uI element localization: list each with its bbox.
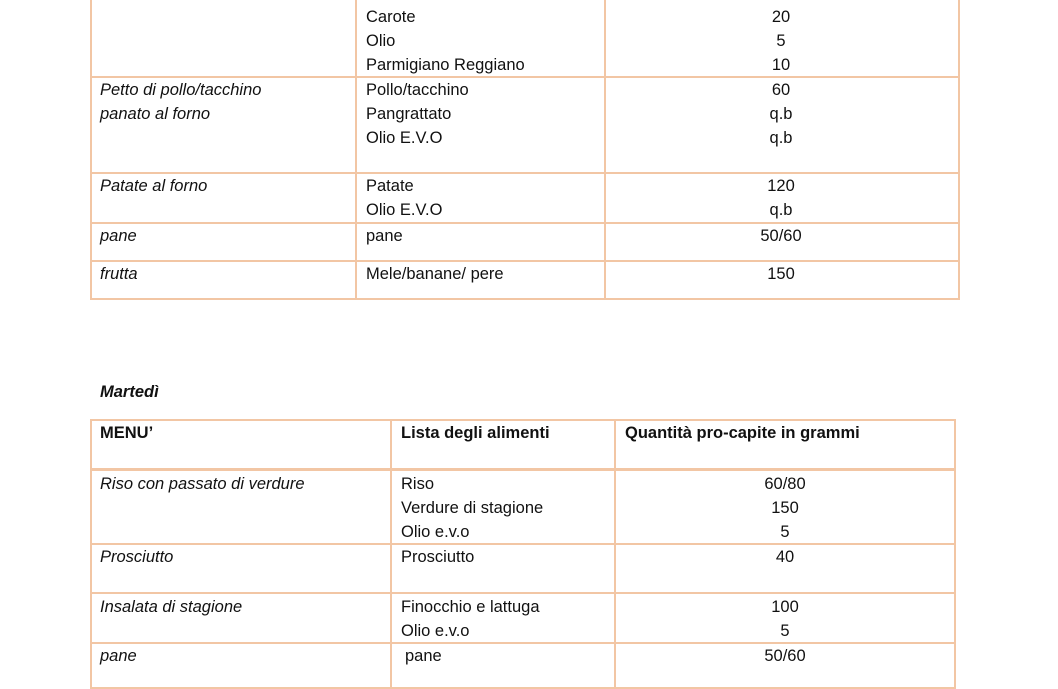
quantity: q.b — [769, 201, 793, 219]
column-divider — [614, 419, 616, 689]
menu-table-monday — [90, 0, 960, 300]
header-menu: MENU’ — [100, 424, 154, 442]
menu-dish: pane — [100, 227, 137, 245]
food-item: Olio e.v.o — [401, 523, 470, 541]
row-divider — [90, 642, 956, 644]
column-divider — [390, 419, 392, 689]
quantity: 150 — [771, 499, 799, 517]
menu-dish: frutta — [100, 265, 138, 283]
quantity: 120 — [767, 177, 795, 195]
food-item: Finocchio e lattuga — [401, 598, 540, 616]
food-item: Verdure di stagione — [401, 499, 544, 517]
food-item: Riso — [401, 475, 435, 493]
row-divider — [90, 76, 960, 78]
menu-dish: panato al forno — [100, 105, 211, 123]
quantity: 60/80 — [764, 475, 806, 493]
menu-dish: pane — [100, 647, 137, 665]
header-items: Lista degli alimenti — [401, 424, 550, 442]
food-item: Patate — [366, 177, 414, 195]
food-item: pane — [366, 227, 403, 245]
row-divider — [90, 543, 956, 545]
menu-dish: Insalata di stagione — [100, 598, 243, 616]
quantity: 20 — [771, 8, 791, 26]
quantity: 150 — [767, 265, 795, 283]
row-divider — [90, 222, 960, 224]
quantity: 5 — [780, 523, 790, 541]
row-divider — [90, 172, 960, 174]
food-item: Olio E.V.O — [366, 201, 443, 219]
quantity: 40 — [775, 548, 795, 566]
food-item: Pollo/tacchino — [366, 81, 469, 99]
menu-dish: Petto di pollo/tacchino — [100, 81, 262, 99]
food-item: Carote — [366, 8, 416, 26]
quantity: 50/60 — [760, 227, 802, 245]
quantity: 5 — [780, 622, 790, 640]
header-divider — [90, 468, 956, 471]
quantity: 5 — [776, 32, 786, 50]
quantity: 10 — [771, 56, 791, 74]
quantity: q.b — [769, 129, 793, 147]
row-divider — [90, 260, 960, 262]
menu-dish: Prosciutto — [100, 548, 174, 566]
food-item: Parmigiano Reggiano — [366, 56, 525, 74]
menu-table-tuesday — [90, 419, 956, 689]
quantity: 50/60 — [764, 647, 806, 665]
food-item: Pangrattato — [366, 105, 452, 123]
column-divider — [604, 0, 606, 300]
menu-dish: Patate al forno — [100, 177, 208, 195]
day-title: Martedì — [100, 383, 159, 401]
quantity: 100 — [771, 598, 799, 616]
quantity: 60 — [771, 81, 791, 99]
quantity: q.b — [769, 105, 793, 123]
food-item: pane — [405, 647, 442, 665]
row-divider — [90, 592, 956, 594]
food-item: Mele/banane/ pere — [366, 265, 504, 283]
menu-dish: Riso con passato di verdure — [100, 475, 305, 493]
food-item: Prosciutto — [401, 548, 475, 566]
column-divider — [355, 0, 357, 300]
food-item: Olio — [366, 32, 396, 50]
food-item: Olio e.v.o — [401, 622, 470, 640]
food-item: Olio E.V.O — [366, 129, 443, 147]
header-quantity: Quantità pro-capite in grammi — [625, 424, 860, 442]
